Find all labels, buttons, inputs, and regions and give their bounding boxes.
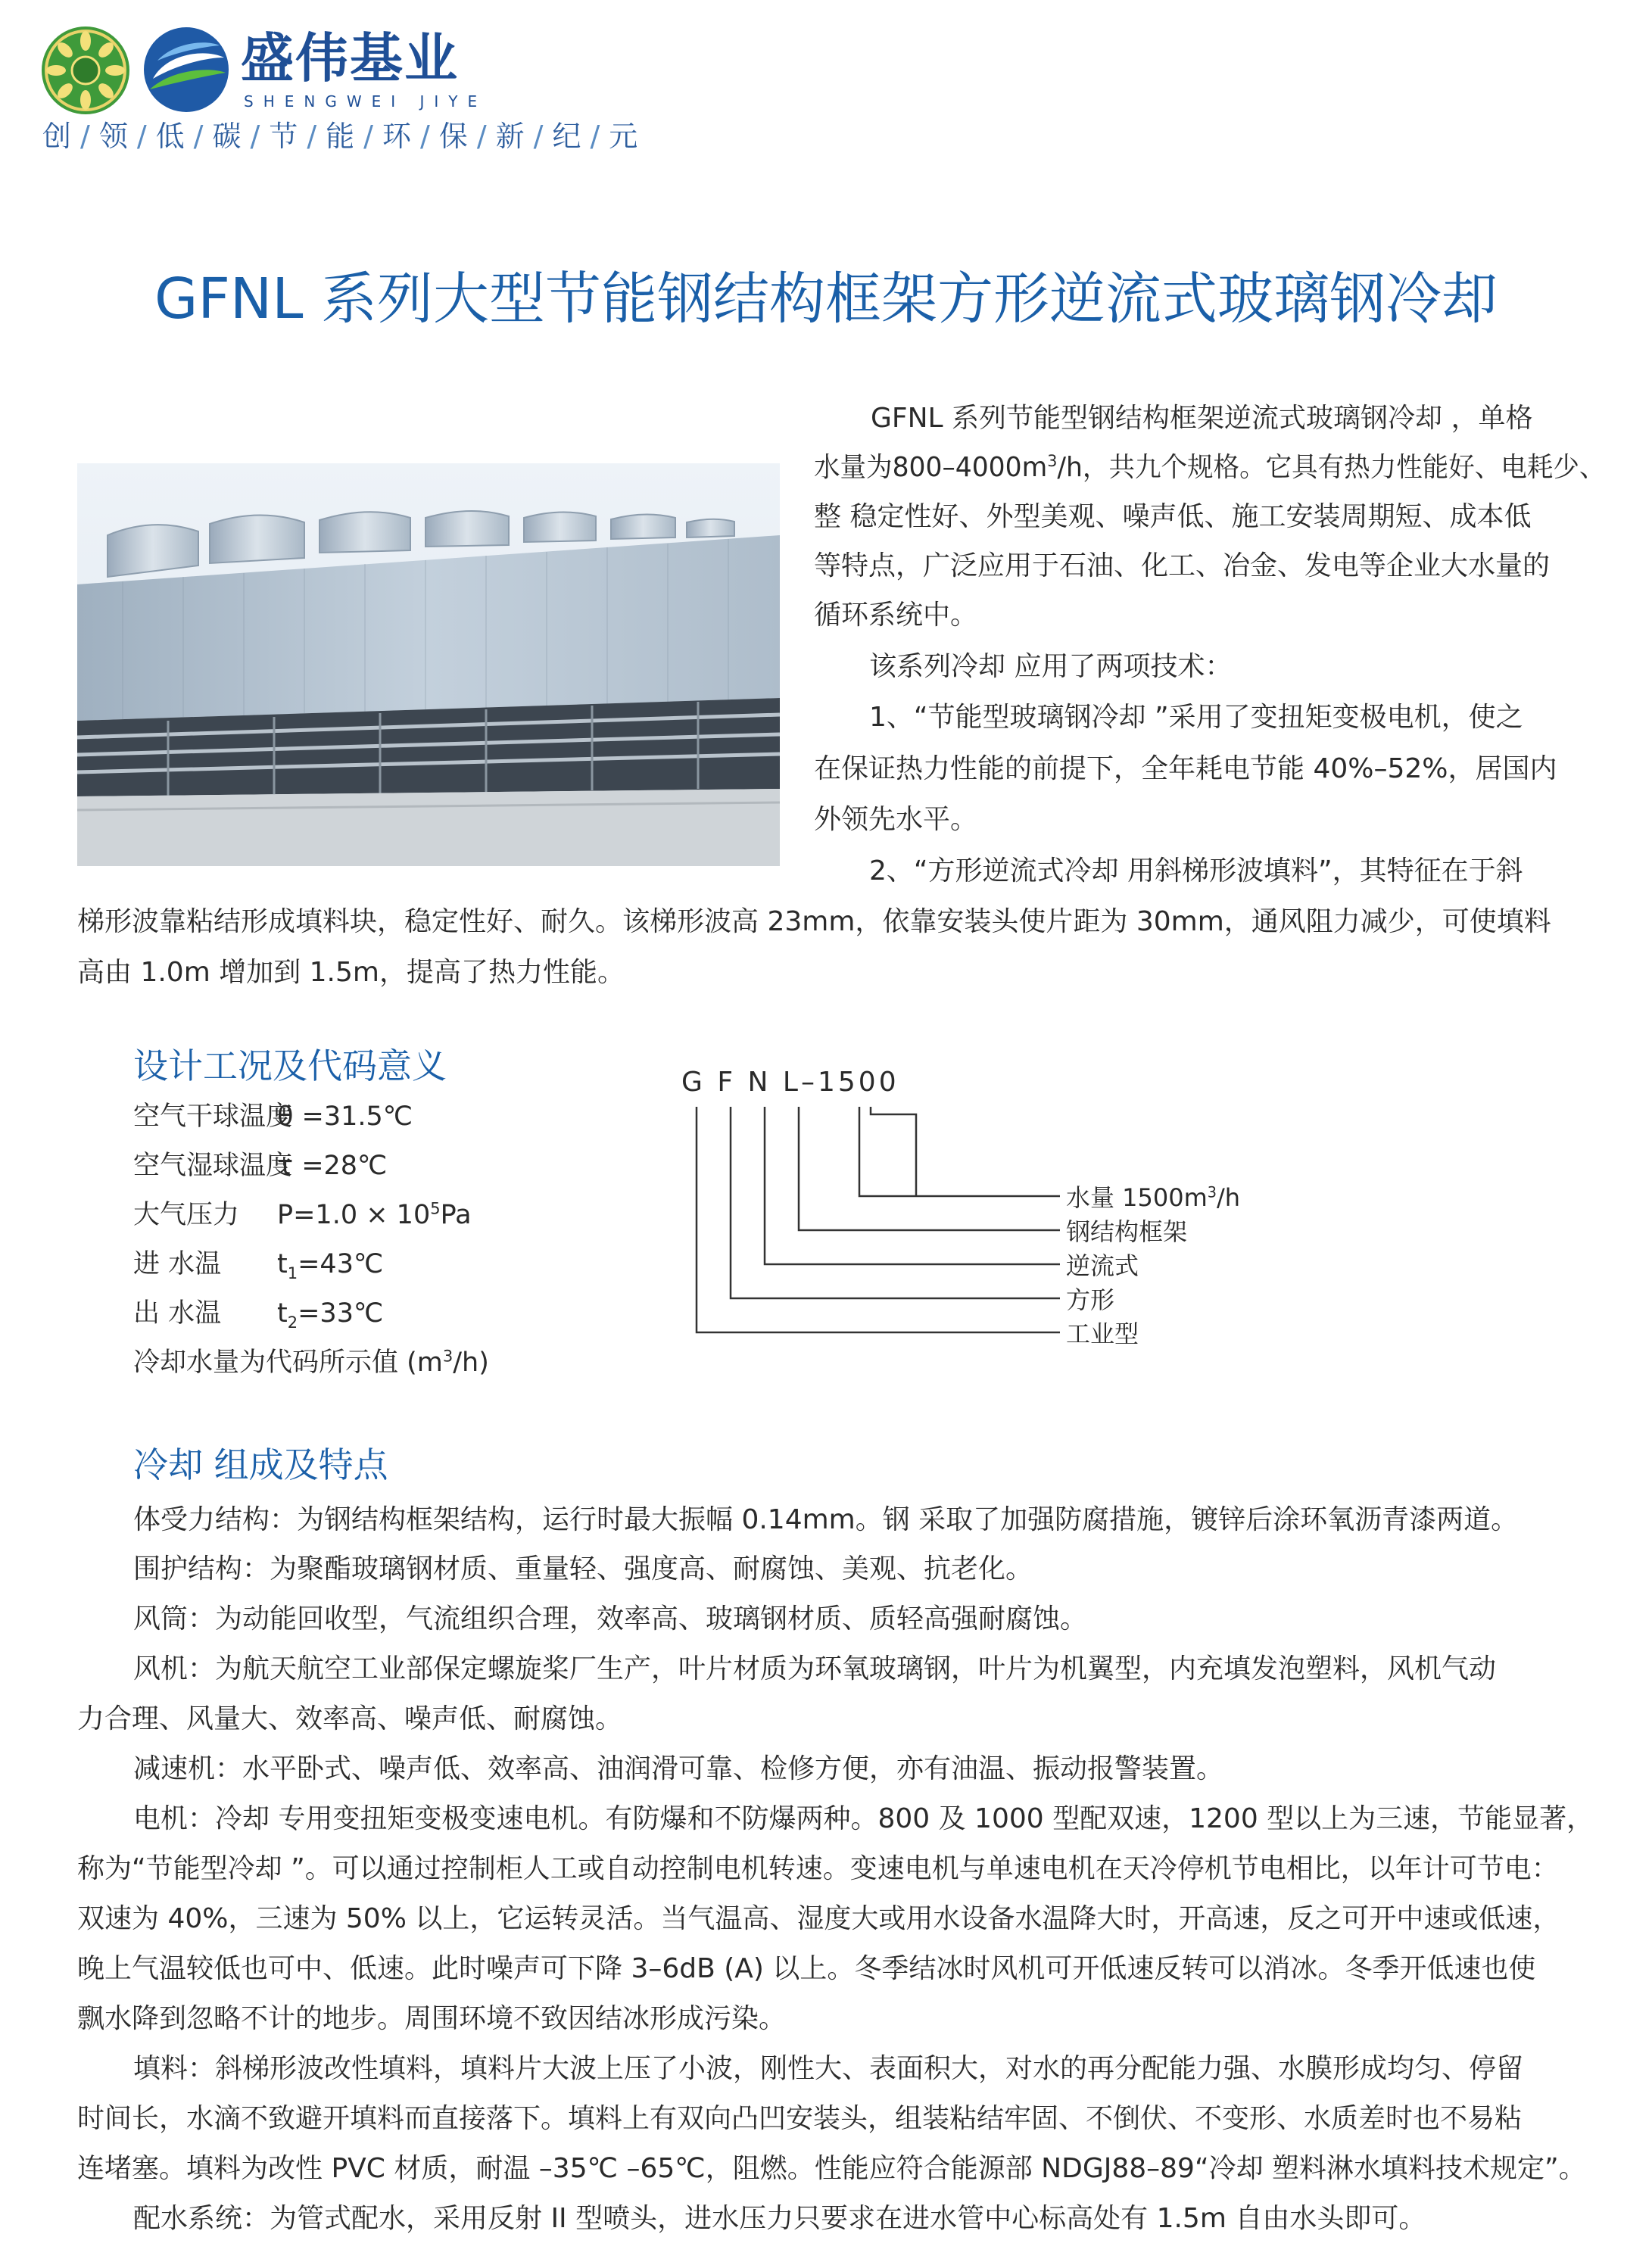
slogan-char: 领: [98, 120, 128, 153]
intro-paragraph-1-line: 循环系统中。: [814, 600, 978, 631]
code-label-counterflow: 逆流式: [1066, 1251, 1139, 1280]
feature-line: 体受力结构：为钢结构框架结构，运行时最大振幅 0.14mm。钢 采取了加强防腐措施，镀锌后涂环氧沥青漆两道。: [133, 1504, 1519, 1535]
intro-paragraph-2: 该系列冷却 应用了两项技术：: [869, 651, 1233, 682]
condition-row: 进 水温 $t_1=43℃$: [133, 1249, 384, 1282]
feature-line: 电机：冷却 专用变扭矩变极变速电机。有防爆和不防爆两种。800 及 1000 型配双速，1200 型以上为三速，节能显著，: [133, 1803, 1594, 1834]
code-letters: G F N L–1500: [681, 1067, 899, 1098]
slogan-char: 环: [382, 120, 411, 153]
intro-paragraph-4-line: 梯形波靠粘结形成填料块，稳定性好、耐久。该梯形波高 23mm，依靠安装头使片距为 30mm，通风阻力减少，可使填料: [77, 906, 1551, 937]
feature-line: 飘水降到忽略不计的地步。周围环境不致因结冰形成污染。: [77, 2003, 787, 2034]
intro-paragraph-3-line: 外领先水平。: [814, 804, 978, 835]
features-heading: 冷却 组成及特点: [133, 1444, 388, 1485]
feature-line: 连堵塞。填料为改性 PVC 材质，耐温 –35℃ –65℃，阻燃。性能应符合能源部 NDGJ88–89“冷却 塑料淋水填料技术规定”。: [77, 2153, 1586, 2184]
intro-paragraph-1-line: 整 稳定性好、外型美观、噪声低、施工安装周期短、成本低: [814, 501, 1532, 532]
slogan-char: 节: [269, 120, 298, 153]
slogan-char: 保: [438, 120, 468, 153]
intro-paragraph-4: 2、“方形逆流式冷却 用斜梯形波填料”，其特征在于斜: [869, 855, 1523, 886]
feature-line: 时间长，水滴不致避开填料而直接落下。填料上有双向凸凹安装头，组装粘结牢固、不倒伏、不变形、水质差时也不易粘: [77, 2103, 1523, 2134]
slogan-char: 碳: [212, 120, 242, 153]
condition-row: 空气干球温度 θ =31.5℃: [133, 1101, 413, 1132]
feature-line: 双速为 40%，三速为 50% 以上，它运转灵活。当气温高、湿度大或用水设备水温降大时，开高速，反之可开中速或低速，: [77, 1903, 1560, 1934]
feature-line: 晚上气温较低也可中、低速。此时噪声可下降 3–6dB (A) 以上。冬季结冰时风机可开低速反转可以消冰。冬季开低速也使: [77, 1953, 1536, 1984]
condition-row: 出 水温 $t_2=33℃$: [133, 1298, 384, 1332]
code-bracket-lines: [666, 1052, 1348, 1385]
brand-name-english: SHENGWEI JIYE: [244, 92, 488, 111]
code-label-industrial: 工业型: [1066, 1320, 1139, 1348]
slogan-char: 能: [326, 120, 355, 153]
feature-line: 填料：斜梯形波改性填料，填料片大波上压了小波，刚性大、表面积大，对水的再分配能力强、水膜形成均匀、停留: [133, 2053, 1524, 2084]
intro-paragraph-4-line: 高由 1.0m 增加到 1.5m，提高了热力性能。: [77, 957, 625, 988]
feature-line: 配水系统：为管式配水，采用反射 II 型喷头，进水压力只要求在进水管中心标高处有 1.5m 自由水头即可。: [133, 2203, 1426, 2234]
feature-line: 减速机：水平卧式、噪声低、效率高、油润滑可靠、检修方便，亦有油温、振动报警装置。: [133, 1753, 1224, 1784]
slogan-char: 新: [495, 120, 525, 153]
intro-paragraph-3: 1、“节能型玻璃钢冷却 ”采用了变扭矩变极电机，使之: [869, 702, 1523, 733]
condition-row: 大气压力 $P=1.0 \times 10^5Pa$: [133, 1199, 472, 1230]
intro-paragraph-1: GFNL 系列节能型钢结构框架逆流式玻璃钢冷却 ，单格: [871, 403, 1533, 434]
slogan-char: 低: [155, 120, 185, 153]
condition-row: 空气湿球温度 τ =28℃: [133, 1151, 388, 1181]
intro-paragraph-3-line: 在保证热力性能的前提下，全年耗电节能 40%–52%，居国内: [814, 753, 1557, 784]
slogan-char: 元: [609, 120, 638, 153]
slogan-char: 纪: [552, 120, 581, 153]
slogan: 创 / 领 / 低 / 碳 / 节 / 能 / 环 / 保 / 新 / 纪 / 元: [42, 120, 638, 153]
page-title: GFNL 系列大型节能钢结构框架方形逆流式玻璃钢冷却: [154, 266, 1498, 332]
code-label-square: 方形: [1066, 1285, 1115, 1314]
wreath-emblem-icon: [38, 23, 133, 118]
design-conditions-heading: 设计工况及代码意义: [133, 1045, 447, 1086]
feature-line: 力合理、风量大、效率高、噪声低、耐腐蚀。: [77, 1703, 623, 1734]
brand-name: 盛伟基业: [241, 27, 459, 89]
intro-paragraph-1-line: 等特点，广泛应用于石油、化工、冶金、发电等企业大水量的: [814, 550, 1551, 581]
intro-paragraph-1-line: 水量为$800-4000m^3/h$，共九个规格。它具有热力性能好、电耗少、: [814, 452, 1606, 483]
code-label-steel-frame: 钢结构框架: [1066, 1217, 1188, 1246]
feature-line: 风筒：为动能回收型，气流组织合理，效率高、玻璃钢材质、质轻高强耐腐蚀。: [133, 1603, 1088, 1634]
cooling-tower-photo: [77, 463, 780, 866]
slogan-char: 创: [42, 120, 72, 153]
model-code-diagram: [666, 1052, 1348, 1385]
feature-line: 围护结构：为聚酯玻璃钢材质、重量轻、强度高、耐腐蚀、美观、抗老化。: [133, 1553, 1033, 1584]
feature-line: 称为“节能型冷却 ”。可以通过控制柜人工或自动控制电机转速。变速电机与单速电机在天冷停机节电相比，以年计可节电：: [77, 1853, 1559, 1884]
code-label-flow: 水量 $1500m^3/h$: [1066, 1183, 1241, 1212]
flow-note: 冷却水量为代码所示值 $(m^3/h)$: [133, 1347, 489, 1378]
feature-line: 风机：为航天航空工业部保定螺旋桨厂生产，叶片材质为环氧玻璃钢，叶片为机翼型，内充填发泡塑料，风机气动: [133, 1653, 1497, 1684]
blue-green-swoosh-icon: [136, 23, 236, 117]
